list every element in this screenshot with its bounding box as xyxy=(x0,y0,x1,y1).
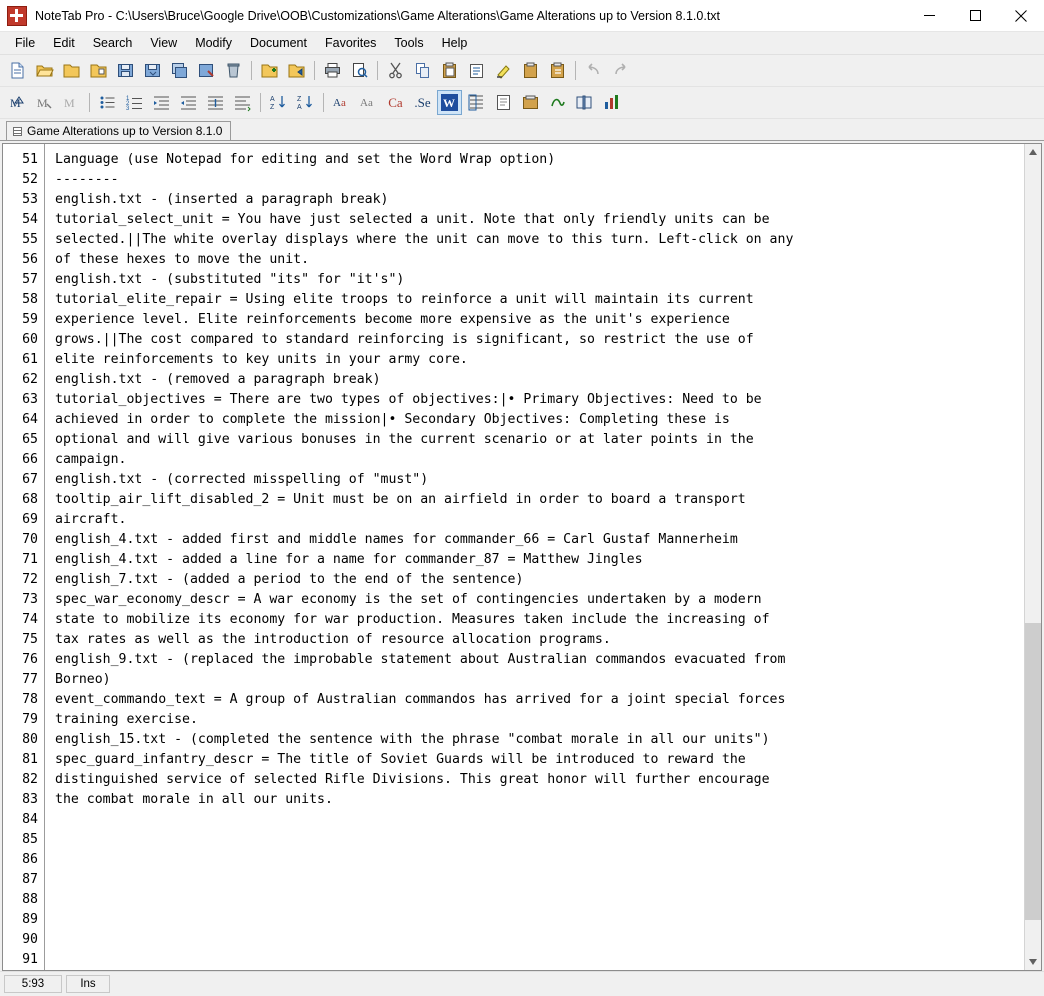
code-line: training exercise. xyxy=(55,712,198,727)
tab-label: Game Alterations up to Version 8.1.0 xyxy=(27,124,223,138)
undo-icon[interactable] xyxy=(581,58,606,83)
line-number: 87 xyxy=(22,872,38,887)
scroll-thumb[interactable] xyxy=(1025,623,1041,920)
code-line: tutorial_elite_repair = Using elite troops to reinforce a unit will maintain its current xyxy=(55,292,754,307)
cursor-position-indicator: 5:93 xyxy=(4,975,62,993)
line-number: 76 xyxy=(22,652,38,667)
line-number: 62 xyxy=(22,372,38,387)
sort-ascending-icon[interactable] xyxy=(266,90,291,115)
paste-icon[interactable] xyxy=(437,58,462,83)
svg-text:Z: Z xyxy=(270,104,275,111)
line-number: 64 xyxy=(22,412,38,427)
delete-icon[interactable] xyxy=(221,58,246,83)
format-toolbar xyxy=(0,87,1044,119)
maximize-button[interactable] xyxy=(952,0,998,31)
find-next-icon[interactable] xyxy=(59,90,84,115)
line-number: 88 xyxy=(22,892,38,907)
open-file-icon[interactable] xyxy=(32,58,57,83)
code-line: selected.||The white overlay displays where the unit can move to this turn. Left-click on any xyxy=(55,232,794,247)
statistics-icon[interactable] xyxy=(599,90,624,115)
menu-edit[interactable]: Edit xyxy=(53,36,75,50)
line-number: 75 xyxy=(22,632,38,647)
line-number: 66 xyxy=(22,452,38,467)
code-line: spec_war_economy_descr = A war economy is the set of contingencies undertaken by a modern xyxy=(55,592,762,607)
book-icon[interactable] xyxy=(572,90,597,115)
find-icon[interactable] xyxy=(5,90,30,115)
document-tab-strip xyxy=(0,119,1044,141)
open-clipbook-icon[interactable] xyxy=(284,58,309,83)
line-number: 56 xyxy=(22,252,38,267)
line-number: 80 xyxy=(22,732,38,747)
code-line: tutorial_objectives = There are two types of objectives:|• Primary Objectives: Need to be xyxy=(55,392,762,407)
close-button[interactable] xyxy=(998,0,1044,31)
indent-less-icon[interactable] xyxy=(176,90,201,115)
scroll-up-icon[interactable] xyxy=(1025,144,1041,160)
scroll-down-icon[interactable] xyxy=(1025,954,1041,970)
code-line: english_7.txt - (added a period to the end of the sentence) xyxy=(55,572,524,587)
save-copy-icon[interactable] xyxy=(194,58,219,83)
toolbar-separator xyxy=(260,93,261,112)
copy-icon[interactable] xyxy=(410,58,435,83)
open-recent-icon[interactable] xyxy=(86,58,111,83)
line-number: 52 xyxy=(22,172,38,187)
svg-text:a: a xyxy=(341,97,346,109)
code-line: english.txt - (substituted "its" for "it's") xyxy=(55,272,405,287)
svg-text:a: a xyxy=(368,97,373,109)
line-number: 83 xyxy=(22,792,38,807)
line-number: 85 xyxy=(22,832,38,847)
line-number: 89 xyxy=(22,912,38,927)
line-number: 82 xyxy=(22,772,38,787)
code-line: english.txt - (removed a paragraph break) xyxy=(55,372,381,387)
save-as-icon[interactable] xyxy=(140,58,165,83)
code-line: tutorial_select_unit = You have just selected a unit. Note that only friendly units can be xyxy=(55,212,770,227)
code-line: tooltip_air_lift_disabled_2 = Unit must be on an airfield in order to board a transport xyxy=(55,492,746,507)
save-all-icon[interactable] xyxy=(167,58,192,83)
sentence-case-icon[interactable]: .Se xyxy=(414,95,431,110)
numbered-list-icon[interactable] xyxy=(122,90,147,115)
line-number: 72 xyxy=(22,572,38,587)
line-number: 70 xyxy=(22,532,38,547)
code-line: experience level. Elite reinforcements become more expensive as the unit's experience xyxy=(55,312,730,327)
status-bar xyxy=(0,971,1044,996)
line-number: 73 xyxy=(22,592,38,607)
line-number-gutter xyxy=(3,144,45,970)
toolbar-separator xyxy=(251,61,252,80)
code-line: grows.||The cost compared to standard reinforcing is significant, so restrict the use of xyxy=(55,332,754,347)
code-line: spec_guard_infantry_descr = The title of Soviet Guards will be introduced to reward the xyxy=(55,752,746,767)
document-properties-icon[interactable] xyxy=(491,90,516,115)
svg-text:A: A xyxy=(270,96,275,103)
line-number: 91 xyxy=(22,952,38,967)
clipboard-paste-icon[interactable] xyxy=(545,58,570,83)
menu-view[interactable]: View xyxy=(150,36,178,50)
macro-icon[interactable] xyxy=(545,90,570,115)
code-line: aircraft. xyxy=(55,512,127,527)
paste-board-icon[interactable] xyxy=(464,58,489,83)
code-line: english_9.txt - (replaced the improbable statement about Australian commandos evacuated from xyxy=(55,652,786,667)
cut-icon[interactable] xyxy=(383,58,408,83)
toolbar-separator xyxy=(575,61,576,80)
editor-area xyxy=(2,143,1042,971)
menu-file[interactable]: File xyxy=(15,36,36,50)
code-line: english_15.txt - (completed the sentence with the phrase "combat morale in all our units") xyxy=(55,732,770,747)
code-line: english.txt - (corrected misspelling of "must") xyxy=(55,472,429,487)
word-wrap-icon[interactable] xyxy=(437,90,462,115)
line-number: 79 xyxy=(22,712,38,727)
title-bar xyxy=(0,0,1044,32)
window-controls xyxy=(906,0,1044,31)
highlight-icon[interactable] xyxy=(491,58,516,83)
line-number: 55 xyxy=(22,232,38,247)
line-number: 68 xyxy=(22,492,38,507)
svg-text:A: A xyxy=(360,97,368,109)
spellcheck-icon[interactable] xyxy=(329,90,354,115)
line-number: 63 xyxy=(22,392,38,407)
menu-search[interactable]: Search xyxy=(92,36,133,50)
svg-text:W: W xyxy=(443,96,455,110)
open-folder-icon[interactable] xyxy=(59,58,84,83)
insert-mode-indicator[interactable]: Ins xyxy=(66,975,110,993)
code-line: event_commando_text = A group of Australian commandos has arrived for a joint special forces xyxy=(55,692,786,707)
menu-help[interactable]: Help xyxy=(441,36,468,50)
line-number: 74 xyxy=(22,612,38,627)
line-number: 81 xyxy=(22,752,38,767)
code-line: Language (use Notepad for editing and set the Word Wrap option) xyxy=(55,152,556,167)
toolbar-separator xyxy=(323,93,324,112)
menu-modify[interactable]: Modify xyxy=(195,36,233,50)
code-line: english_4.txt - added a line for a name for commander_87 = Matthew Jingles xyxy=(55,552,643,567)
line-number: 84 xyxy=(22,812,38,827)
print-icon[interactable] xyxy=(320,58,345,83)
new-document-icon[interactable] xyxy=(5,58,30,83)
main-toolbar xyxy=(0,55,1044,87)
menu-favorites[interactable]: Favorites xyxy=(325,36,377,50)
svg-text:1: 1 xyxy=(126,96,130,102)
line-number: 57 xyxy=(22,272,38,287)
line-number: 78 xyxy=(22,692,38,707)
line-number: 59 xyxy=(22,312,38,327)
line-number: 86 xyxy=(22,852,38,867)
text-editor-content[interactable] xyxy=(45,144,1024,970)
new-clipbook-icon[interactable] xyxy=(257,58,282,83)
svg-text:Z: Z xyxy=(297,96,302,103)
tab-game-alterations[interactable] xyxy=(6,121,231,140)
code-line: state to mobilize its economy for war production. Measures taken include the increasing of xyxy=(55,612,770,627)
svg-text:3: 3 xyxy=(126,106,130,112)
redo-icon[interactable] xyxy=(608,58,633,83)
menu-document[interactable]: Document xyxy=(250,36,307,50)
indent-more-icon[interactable] xyxy=(149,90,174,115)
menu-bar xyxy=(0,32,1044,55)
code-line: tax rates as well as the introduction of resource allocation programs. xyxy=(55,632,611,647)
toolbar-separator xyxy=(89,93,90,112)
line-number: 60 xyxy=(22,332,38,347)
paragraph-icon[interactable] xyxy=(464,90,489,115)
code-line: -------- xyxy=(55,172,119,187)
code-line: distinguished service of selected Rifle Divisions. This great honor will further encourage xyxy=(55,772,770,787)
svg-text:M: M xyxy=(37,96,48,110)
app-logo-icon xyxy=(7,6,27,26)
code-line: english.txt - (inserted a paragraph break) xyxy=(55,192,389,207)
clipboard-icon[interactable] xyxy=(518,58,543,83)
code-line: elite reinforcements to key units in your army core. xyxy=(55,352,468,367)
toolbar-separator xyxy=(377,61,378,80)
code-line: achieved in order to complete the mission|• Secondary Objectives: Completing these is xyxy=(55,412,730,427)
svg-text:M: M xyxy=(64,96,75,110)
line-number: 71 xyxy=(22,552,38,567)
svg-text:M: M xyxy=(10,96,21,110)
svg-text:A: A xyxy=(297,104,302,111)
sort-descending-icon[interactable] xyxy=(293,90,318,115)
line-number: 58 xyxy=(22,292,38,307)
menu-tools[interactable]: Tools xyxy=(394,36,424,50)
clipbook-library-icon[interactable] xyxy=(518,90,543,115)
thesaurus-icon[interactable] xyxy=(356,90,381,115)
code-line: the combat morale in all our units. xyxy=(55,792,333,807)
save-icon[interactable] xyxy=(113,58,138,83)
change-case-icon[interactable]: Ca xyxy=(388,95,403,110)
justify-icon[interactable] xyxy=(203,90,228,115)
minimize-button[interactable] xyxy=(906,0,952,31)
line-number: 69 xyxy=(22,512,38,527)
line-number: 65 xyxy=(22,432,38,447)
line-number: 54 xyxy=(22,212,38,227)
line-number: 61 xyxy=(22,352,38,367)
svg-text:2: 2 xyxy=(126,101,130,107)
vertical-scrollbar[interactable] xyxy=(1024,144,1041,970)
code-line: Borneo) xyxy=(55,672,111,687)
line-number: 51 xyxy=(22,152,38,167)
toolbar-separator xyxy=(314,61,315,80)
window-title: NoteTab Pro - C:\Users\Bruce\Google Drive\OOB\Customizations\Game Alterations\Game Alterations up to Version 8.1.0.txt xyxy=(35,8,721,23)
find-replace-icon[interactable] xyxy=(32,90,57,115)
document-icon xyxy=(13,127,22,136)
scroll-track-upper[interactable] xyxy=(1025,160,1041,623)
line-number: 90 xyxy=(22,932,38,947)
bullet-list-icon[interactable] xyxy=(95,90,120,115)
svg-text:A: A xyxy=(333,97,341,109)
line-number: 53 xyxy=(22,192,38,207)
code-line: campaign. xyxy=(55,452,127,467)
align-icon[interactable] xyxy=(230,90,255,115)
code-line: optional and will give various bonuses in the current scenario or at later points in the xyxy=(55,432,754,447)
code-line: english_4.txt - added first and middle names for commander_66 = Carl Gustaf Mannerheim xyxy=(55,532,738,547)
line-number: 67 xyxy=(22,472,38,487)
code-line: of these hexes to move the unit. xyxy=(55,252,310,267)
print-preview-icon[interactable] xyxy=(347,58,372,83)
line-number: 77 xyxy=(22,672,38,687)
